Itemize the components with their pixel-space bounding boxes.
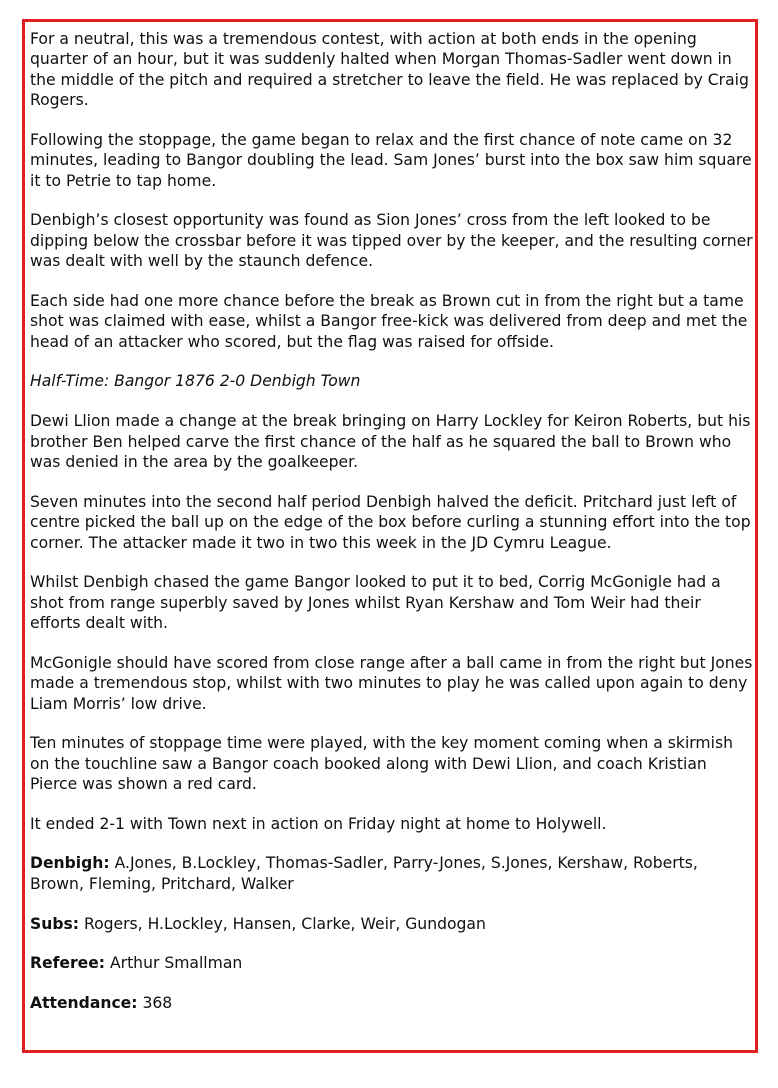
referee-line	[30, 953, 754, 973]
attendance-label: Attendance:	[30, 993, 138, 1012]
lineup-value: A.Jones, B.Lockley, Thomas-Sadler, Parry-Jones, S.Jones, Kershaw, Roberts, Brown, Fleming, Pritchard, Walker	[30, 854, 698, 893]
paragraph-stoppage-time: Ten minutes of stoppage time were played, with the key moment coming when a skirmish on the touchline saw a Bangor coach booked along with Dewi Llion, and coach Kristian Pierce was shown a red card.	[30, 734, 733, 794]
half-time-score: Half-Time: Bangor 1876 2-0 Denbigh Town	[30, 372, 361, 391]
attendance-value: 368	[137, 993, 173, 1012]
paragraph-bangor-second-goal: Following the stoppage, the game began to relax and the first chance of note came on 32 minutes, leading to Bangor doubling the lead. Sam Jones’ burst into the box saw him square it to Petrie to tap home.	[30, 130, 752, 190]
paragraph-mcgonigle-chance: McGonigle should have scored from close range after a ball came in from the right but Jones made a tremendous stop, whilst with two minutes to play he was called upon again to deny Liam Morris’ low drive.	[30, 653, 753, 713]
lineup-line	[30, 853, 754, 894]
article-box	[22, 19, 758, 1053]
paragraph-before-break: Each side had one more chance before the break as Brown cut in from the right but a tame shot was claimed with ease, whilst a Bangor free-kick was delivered from deep and met the head of an attacker who scored, but the flag was raised for offside.	[30, 291, 748, 351]
referee-value: Arthur Smallman	[105, 954, 243, 973]
paragraph-bangor-pressure: Whilst Denbigh chased the game Bangor looked to put it to bed, Corrig McGonigle had a shot from range superbly saved by Jones whilst Ryan Kershaw and Tom Weir had their efforts dealt with.	[30, 573, 721, 633]
referee-label: Referee:	[30, 954, 106, 973]
paragraph-result: It ended 2-1 with Town next in action on Friday night at home to Holywell.	[30, 814, 607, 833]
article-body	[30, 29, 754, 1033]
paragraph-denbigh-goal: Seven minutes into the second half period Denbigh halved the deficit. Pritchard just left of centre picked the ball up on the edge of the box before curling a stunning effort into the top corner. The attacker made it two in two this week in the JD Cymru League.	[30, 492, 751, 552]
paragraph-opening: For a neutral, this was a tremendous contest, with action at both ends in the opening quarter of an hour, but it was suddenly halted when Morgan Thomas-Sadler went down in the middle of the pitch and required a stretcher to leave the field. He was replaced by Craig Rogers.	[30, 30, 749, 110]
subs-line	[30, 914, 754, 934]
attendance-line	[30, 993, 754, 1013]
subs-label: Subs:	[30, 914, 80, 933]
subs-value: Rogers, H.Lockley, Hansen, Clarke, Weir, Gundogan	[79, 914, 486, 933]
paragraph-denbigh-chance: Denbigh’s closest opportunity was found as Sion Jones’ cross from the left looked to be dipping below the crossbar before it was tipped over by the keeper, and the resulting corner was dealt with well by the staunch defence.	[30, 211, 753, 271]
paragraph-second-half-start: Dewi Llion made a change at the break bringing on Harry Lockley for Keiron Roberts, but his brother Ben helped carve the first chance of the half as he squared the ball to Brown who was denied in the area by the goalkeeper.	[30, 412, 751, 471]
lineup-label: Denbigh:	[30, 854, 110, 873]
